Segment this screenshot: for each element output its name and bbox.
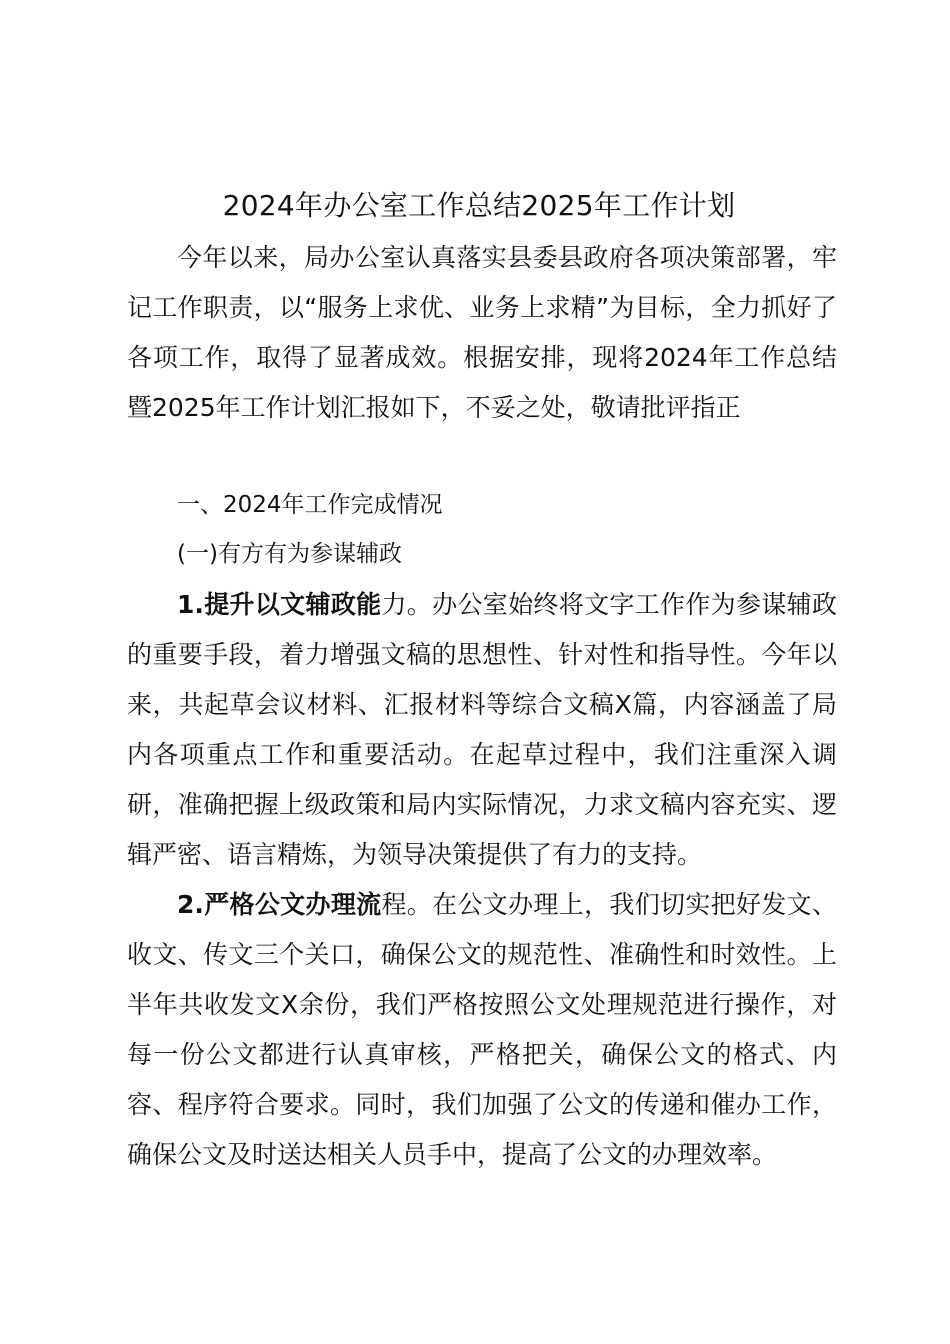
item-paragraph-2: [127, 880, 837, 1180]
item-1-body: 力。办公室始终将文字工作作为参谋辅政的重要手段，着力增强文稿的思想性、针对性和指导性。今年以来，共起草会议材料、汇报材料等综合文稿X篇，内容涵盖了局内各项重点工作和重要活动。在起草过程中，我们注重深入调研，准确把握上级政策和局内实际情况，力求文稿内容充实、逻辑严密、语言精炼，为领导决策提供了有力的支持。: [127, 590, 837, 869]
item-2-body: 程。在公文办理上，我们切实把好发文、收文、传文三个关口，确保公文的规范性、准确性和时效性。上半年共收发文X余份，我们严格按照公文处理规范进行操作，对每一份公文都进行认真审核，严格把关，确保公文的格式、内容、程序符合要求。同时，我们加强了公文的传递和催办工作，确保公文及时送达相关人员手中，提高了公文的办理效率。: [127, 890, 837, 1169]
document-title: 2024年办公室工作总结2025年工作计划: [222, 189, 736, 222]
item-paragraph-1: [127, 580, 837, 880]
intro-paragraph: 今年以来，局办公室认真落实县委县政府各项决策部署，牢记工作职责，以“服务上求优、业务上求精”为目标，全力抓好了各项工作，取得了显著成效。根据安排，现将2024年工作总结暨2025年工作计划汇报如下，不妥之处，敬请批评指正: [127, 243, 837, 422]
section-heading-1: 一、2024年工作完成情况: [177, 492, 443, 518]
item-2-bold-lead: 2.严格公文办理流: [177, 890, 382, 919]
item-1-bold-lead: 1.提升以文辅政能: [177, 590, 382, 619]
subsection-heading-1: (一)有方有为参谋辅政: [177, 541, 402, 567]
